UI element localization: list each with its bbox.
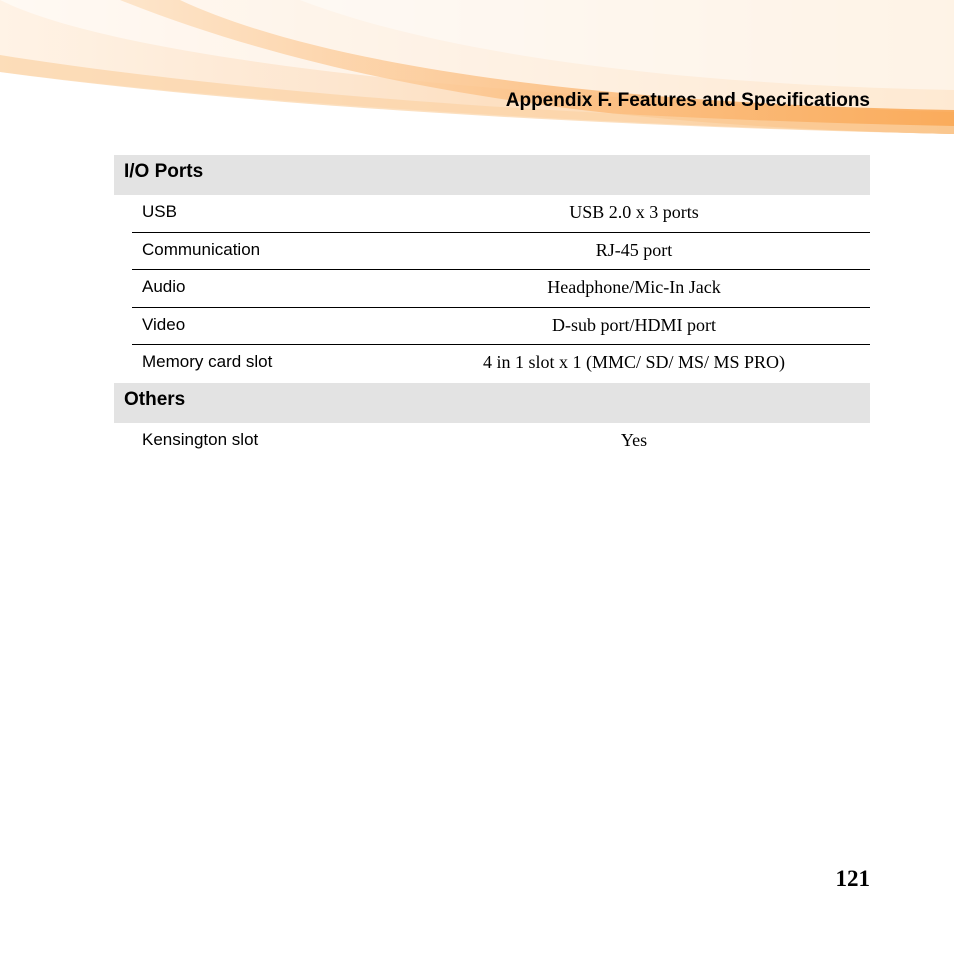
spec-row-video	[132, 308, 870, 346]
spec-label: Audio	[142, 277, 186, 296]
spec-row-usb	[132, 195, 870, 233]
page-number: 121	[835, 866, 870, 891]
header-banner	[0, 0, 954, 140]
spec-value: USB 2.0 x 3 ports	[569, 202, 699, 222]
spec-value: Yes	[620, 429, 648, 450]
spec-value: 4 in 1 slot x 1 (MMC/ SD/ MS/ MS PRO)	[482, 352, 786, 372]
spec-row-communication	[132, 233, 870, 271]
spec-row-audio	[132, 270, 870, 308]
spec-value: RJ-45 port	[595, 239, 673, 260]
running-header-title: Appendix F. Features and Specifications	[505, 90, 870, 111]
spec-label: Communication	[142, 239, 261, 259]
spec-table	[114, 155, 870, 460]
spec-row-memory-card-slot	[132, 345, 870, 383]
spec-label: USB	[142, 202, 177, 221]
section-header-others: Others	[114, 383, 870, 423]
spec-label: Kensington slot	[142, 429, 259, 449]
spec-row-kensington-slot	[132, 423, 870, 461]
spec-label: Video	[142, 314, 186, 334]
spec-value: D-sub port/HDMI port	[552, 314, 716, 335]
spec-value: Headphone/Mic-In Jack	[547, 277, 721, 297]
spec-label: Memory card slot	[142, 352, 273, 371]
section-header-io-ports: I/O Ports	[114, 155, 870, 195]
